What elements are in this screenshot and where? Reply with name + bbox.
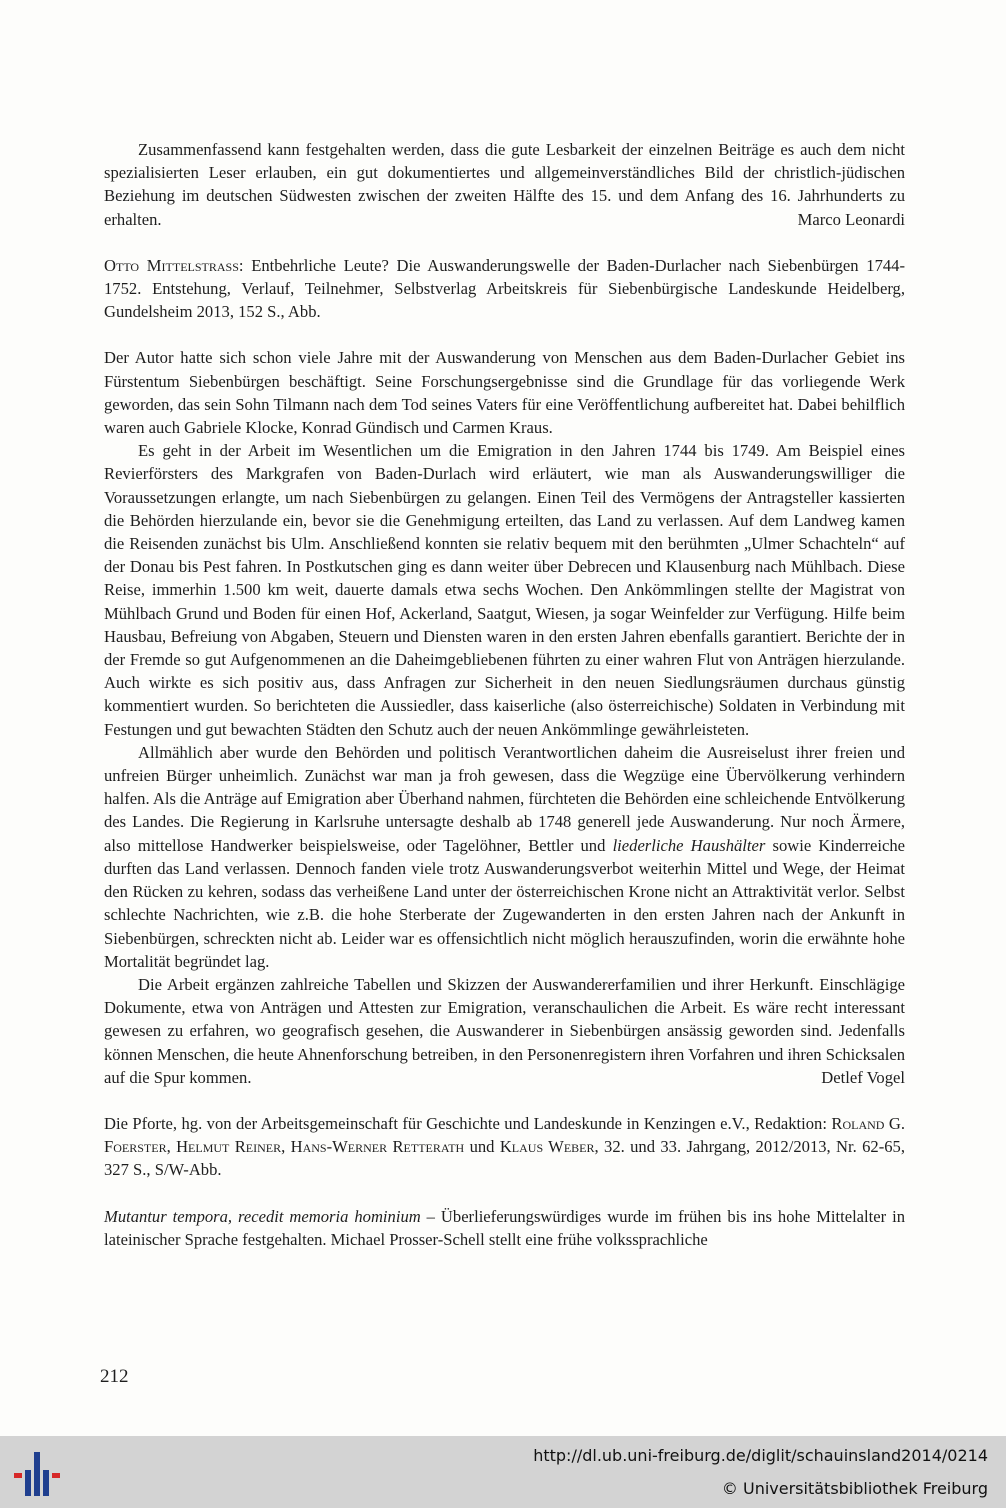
source-url[interactable]: http://dl.ub.uni-freiburg.de/diglit/schauinsland2014/0214 bbox=[533, 1446, 988, 1465]
reviewer-signature: Detlef Vogel bbox=[821, 1067, 905, 1087]
review-paragraph: Allmählich aber wurde den Behörden und politisch Verantwortlichen daheim die Ausreiselust ihrer freien und unfreien Bürger unheimlich. Zunächst war man ja froh gewesen, dass die Wegzüge eine Übervölkerung verhindern halfen. Als die Anträge auf Emigration aber Überhand nahmen, fürchteten die Behörden eine schleichende Entvölkerung des Landes. Die Regierung in Karlsruhe untersagte deshalb ab 1748 generell jede Auswanderung. Nur noch Ärmere, also mittellose Handwerker beispielsweise, oder Tagelöhner, Bettler und liederliche Haushälter sowie Kinderreiche durften das Land verlassen. Dennoch fanden viele trotz Auswanderungsverbot weiterhin Mittel und Wege, der Heimat den Rücken zu kehren, sodass das verheißene Land unter der österreichischen Krone nicht an Attraktivität verlor. Selbst schlechte Nachrichten, wie z.B. die hohe Sterberate der Zugewanderten in den ersten Jahren nach der Ankunft in Siebenbürgen, schreckten nicht ab. Leider war es offensichtlich nicht möglich herauszufinden, worin die erwähnte hohe Mortalität begründet lag. bbox=[104, 742, 905, 971]
text-body bbox=[104, 138, 905, 1251]
citation-author: Otto Mittelstrass bbox=[104, 255, 239, 275]
review-paragraph: Der Autor hatte sich schon viele Jahre mit der Auswanderung von Menschen aus dem Baden-Durlacher Gebiet ins Fürstentum Siebenbürgen beschäftigt. Seine Forschungsergebnisse sind die Grundlage für das vorliegende Werk geworden, das sein Sohn Tilmann nach dem Tod seines Vaters für eine Veröffentlichung aufbereitet hat. Dabei behilflich waren auch Gabriele Klocke, Konrad Gündisch und Carmen Kraus. bbox=[104, 348, 905, 438]
reviewer-signature: Marco Leonardi bbox=[797, 209, 905, 229]
citation-die-pforte: Die Pforte, hg. von der Arbeitsgemeinschaft für Geschichte und Landeskunde in Kenzingen e.V., Redaktion: Roland G. Foerster, Helmut Reiner, Hans-Werner Retterath und Klaus Weber, 32. und 33. Jahrgang, 2012/2013, Nr. 62-65, 327 S., S/W-Abb. bbox=[104, 1113, 906, 1180]
review-paragraph: Mutantur tempora, recedit memoria hominium – Überlieferungswürdiges wurde im frühen bis ins hohe Mittelalter in lateinischer Sprache festgehalten. Michael Prosser-Schell stellt eine frühe volkssprachliche bbox=[104, 1206, 906, 1249]
review-paragraph: Es geht in der Arbeit im Wesentlichen um die Emigration in den Jahren 1744 bis 1749. Am Beispiel eines Revierförsters des Markgrafen von Baden-Durlach wird erläutert, wie man als Auswanderungswilliger die Voraussetzungen erlangte, um nach Siebenbürgen zu gelangen. Einen Teil des Vermögens der Antragsteller kassierten die Behörden hierzulande ein, bevor sie die Genehmigung erteilten, das Land zu verlassen. Auf dem Landweg kamen die Reisenden zunächst bis Ulm. Anschließend konnten sie relativ bequem mit den berühmten „Ulmer Schachteln“ auf der Donau bis Pest fahren. In Postkutschen ging es dann weiter über Debrecen und Klausenburg nach Mühlbach. Diese Reise, immerhin 1.500 km weit, dauerte damals etwa sechs Wochen. Den Ankömmlingen stellte der Magistrat von Mühlbach Grund und Boden für einen Hof, Ackerland, Saatgut, Wiesen, ja sogar Weinfelder zur Verfügung. Hilfe beim Hausbau, Befreiung von Abgaben, Steuern und Diensten waren in den ersten Jahren ebenfalls garantiert. Berichte der in der Fremde so gut Aufgenommenen an die Daheimgebliebenen führten zu einer wahren Flut von Anträgen hierzulande. Auch wirkte es sich positiv aus, dass Anfragen zur Sicherheit in den neuen Siedlungsräumen durchaus günstig kommentiert wurden. So berichteten die Aussiedler, dass kaiserliche (also österreichische) Soldaten in Verbindung mit Festungen und gut bewachten Städten den Schutz auch der neuen Ankömmlinge gewährleisteten. bbox=[104, 441, 905, 739]
footer-bar bbox=[0, 1436, 1006, 1508]
ub-freiburg-logo-icon bbox=[12, 1448, 64, 1500]
copyright-notice: © Universitätsbibliothek Freiburg bbox=[721, 1479, 988, 1498]
review-closing-paragraph: Zusammenfassend kann festgehalten werden, dass die gute Lesbarkeit der einzelnen Beiträge es auch dem nicht spezialisierten Leser erlauben, ein gut dokumentiertes und allgemeinverständliches Bild der christlich-jüdischen Beziehung im deutschen Südwesten zwischen der zweiten Hälfte des 15. und dem Anfang des 16. Jahrhunderts zu erhalten. Marco Leonardi bbox=[104, 138, 905, 231]
page-number: 212 bbox=[100, 1366, 129, 1387]
review-paragraph: Die Arbeit ergänzen zahlreiche Tabellen und Skizzen der Auswandererfamilien und ihrer Herkunft. Einschlägige Dokumente, etwa von Anträgen und Attesten zur Emigration, veranschaulichen die Arbeit. Es wäre recht interessant gewesen zu erfahren, wo geografisch gesehen, die Auswanderer in Siebenbürgen ansässig geworden sind. Jedenfalls können Menschen, die heute Ahnenforschung betreiben, in den Personenregistern ihren Vorfahren und ihren Schicksalen auf die Spur kommen. Detlef Vogel bbox=[104, 973, 905, 1089]
citation-mittelstrass: Otto Mittelstrass: Entbehrliche Leute? Die Auswanderungswelle der Baden-Durlacher nach Siebenbürgen 1744-1752. Entstehung, Verlauf, Teilnehmer, Selbstverlag Arbeitskreis für Siebenbürgische Landeskunde Heidelberg, Gundelsheim 2013, 152 S., Abb. bbox=[104, 255, 905, 322]
